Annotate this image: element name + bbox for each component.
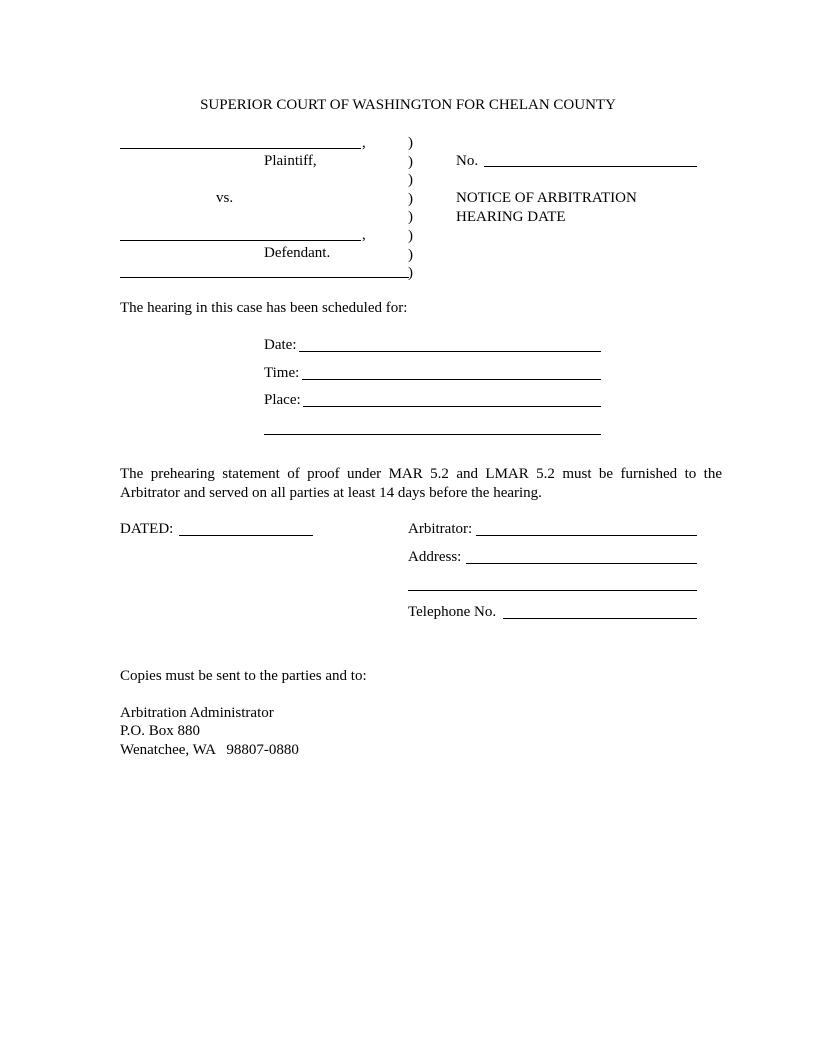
caption-paren: ) [408,228,413,244]
address-field[interactable] [466,563,697,564]
telephone-label: Telephone No. [408,604,497,620]
dated-field[interactable] [179,535,313,536]
caption-paren: ) [408,209,413,226]
plaintiff-name-line[interactable] [120,148,361,149]
case-no-field[interactable] [484,166,697,167]
doc-title-line1: NOTICE OF ARBITRATION [456,190,637,206]
caption-paren: ) [408,265,413,282]
place-field[interactable] [303,406,601,407]
court-title: SUPERIOR COURT OF WASHINGTON FOR CHELAN COUNTY [200,97,616,113]
caption-paren: ) [408,172,413,189]
caption-bottom-line [120,277,409,278]
plaintiff-label: Plaintiff, [264,153,317,169]
schedule-intro: The hearing in this case has been scheduled for: [120,300,408,316]
place-field-line2[interactable] [264,434,601,435]
caption-paren: ) [408,190,413,207]
defendant-comma: , [362,227,366,243]
time-label: Time: [264,365,300,381]
dated-label: DATED: [120,521,174,537]
caption-paren: ) [408,135,413,151]
time-field[interactable] [302,379,601,380]
address-field-line2[interactable] [408,590,697,591]
admin-name: Arbitration Administrator [120,705,274,721]
case-no-label: No. [456,153,479,169]
admin-po-box: P.O. Box 880 [120,723,201,739]
telephone-field[interactable] [503,618,697,619]
doc-title-line2: HEARING DATE [456,209,566,225]
date-label: Date: [264,337,297,353]
arbitrator-label: Arbitrator: [408,521,473,537]
defendant-label: Defendant. [264,245,331,261]
prehearing-statement: The prehearing statement of proof under MAR 5.2 and LMAR 5.2 must be furnished to the Arbitrator and served on all parties at least 14 days before the hearing. [120,466,722,501]
place-label: Place: [264,392,301,408]
defendant-name-line[interactable] [120,240,361,241]
arbitrator-field[interactable] [476,535,697,536]
admin-city-line: Wenatchee, WA 98807-0880 [120,742,299,758]
caption-paren: ) [408,153,413,170]
plaintiff-comma: , [362,135,366,151]
copies-intro: Copies must be sent to the parties and to: [120,668,367,684]
date-field[interactable] [299,351,601,352]
vs-label: vs. [216,190,234,206]
address-label: Address: [408,549,462,565]
caption-paren: ) [408,246,413,263]
